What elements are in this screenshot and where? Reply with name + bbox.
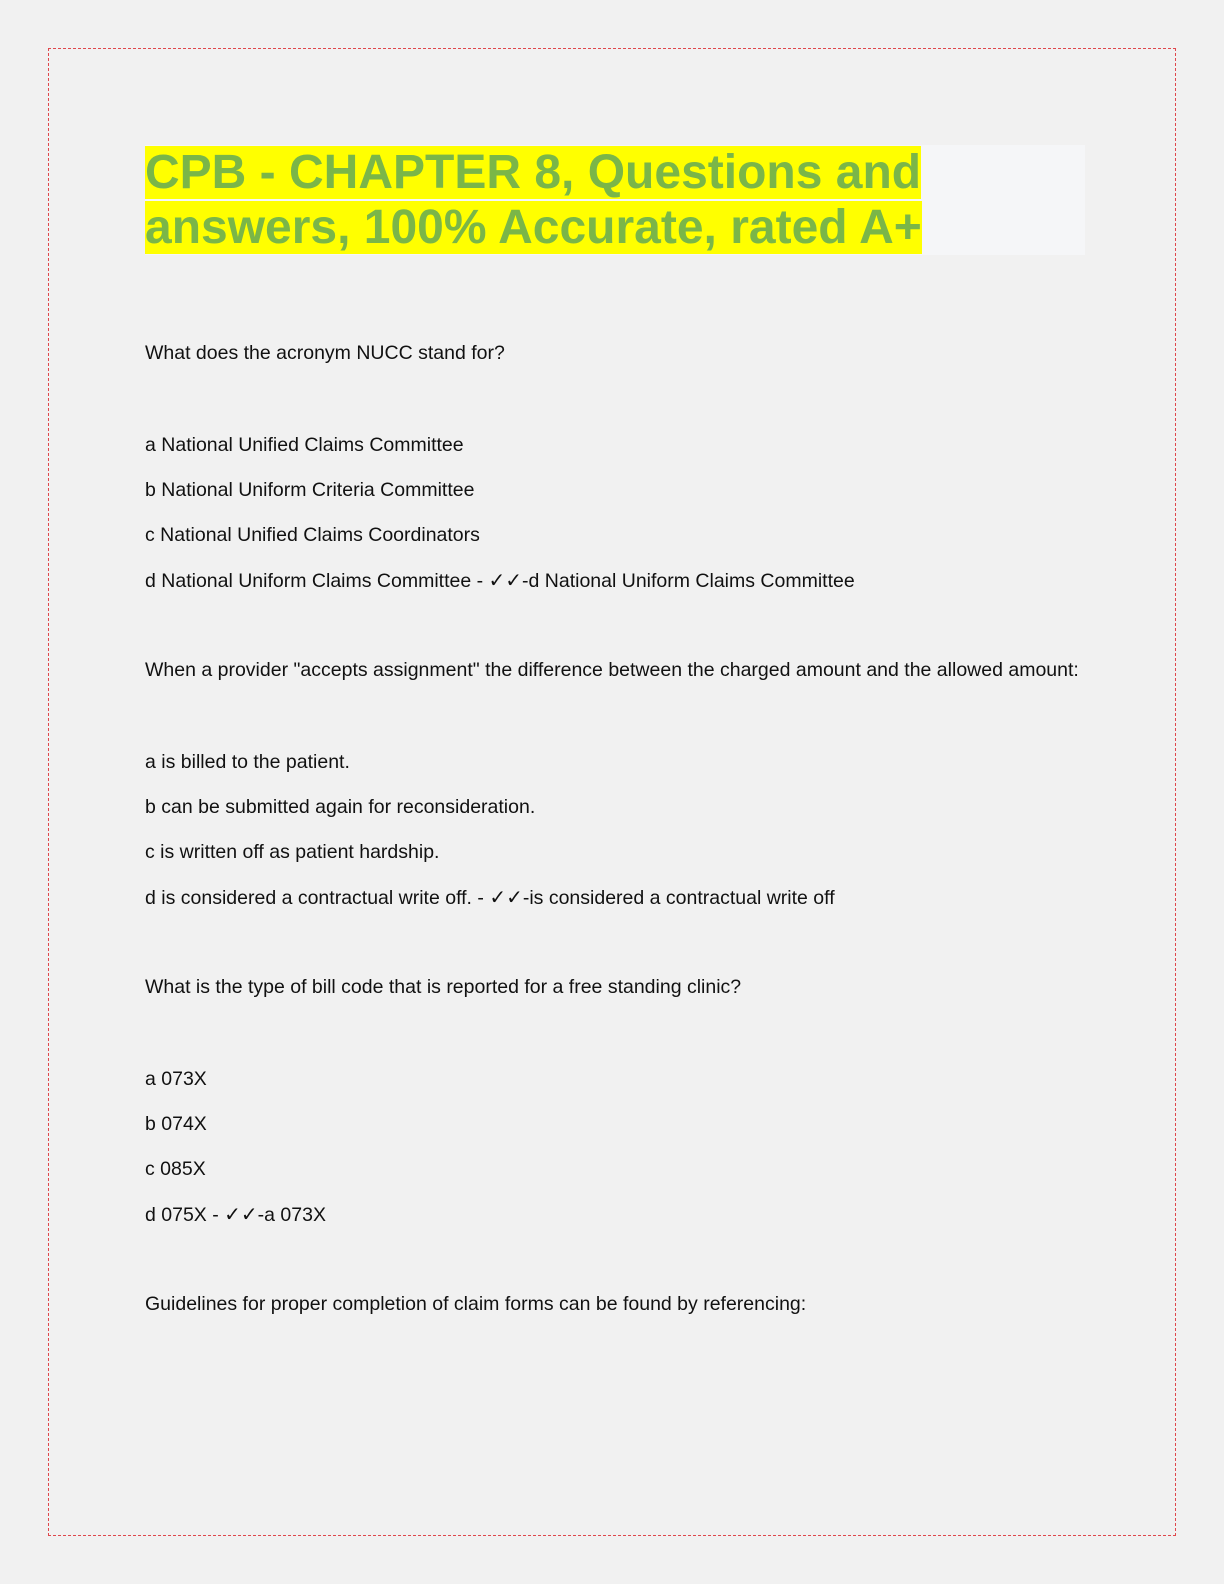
- answer-option: [145, 884, 1085, 932]
- question-block: [145, 973, 1085, 1249]
- options-list: [145, 432, 1085, 615]
- double-check-icon: ✓✓: [489, 885, 523, 909]
- correct-answer: -a 073X: [257, 1204, 326, 1226]
- option: c 085X: [145, 1158, 206, 1180]
- title-line-1: CPB - CHAPTER 8, Questions and: [145, 146, 922, 199]
- options-list: [145, 1066, 1085, 1249]
- document-title: [145, 145, 1085, 255]
- question-block: [145, 656, 1085, 932]
- option: a is billed to the patient.: [145, 751, 350, 773]
- answer-option: [145, 1201, 1085, 1249]
- option: b can be submitted again for reconsideration.: [145, 796, 536, 818]
- question-text: When a provider "accepts assignment" the difference between the charged amount and the allowed amount:: [145, 659, 1079, 681]
- question-text: What does the acronym NUCC stand for?: [145, 342, 505, 364]
- title-block: [145, 145, 1085, 255]
- double-check-icon: ✓✓: [224, 1202, 258, 1226]
- option: b 074X: [145, 1113, 207, 1135]
- correct-answer: -d National Uniform Claims Committee: [522, 570, 855, 592]
- option-text: d 075X -: [145, 1204, 225, 1226]
- option-text: d National Uniform Claims Committee -: [145, 570, 489, 592]
- question-text: Guidelines for proper completion of claim forms can be found by referencing:: [145, 1293, 807, 1315]
- option: c is written off as patient hardship.: [145, 841, 440, 863]
- question-text: What is the type of bill code that is reported for a free standing clinic?: [145, 976, 742, 998]
- option-text: d is considered a contractual write off. -: [145, 887, 490, 909]
- title-line-2: answers, 100% Accurate, rated A+: [145, 201, 922, 254]
- question-block: [145, 1290, 1085, 1319]
- answer-option: [145, 567, 1085, 615]
- option: a National Unified Claims Committee: [145, 434, 464, 456]
- correct-answer: -is considered a contractual write off: [522, 887, 835, 909]
- option: b National Uniform Criteria Committee: [145, 479, 475, 501]
- option: a 073X: [145, 1068, 207, 1090]
- option: c National Unified Claims Coordinators: [145, 524, 480, 546]
- double-check-icon: ✓✓: [488, 568, 523, 592]
- question-block: [145, 330, 1085, 615]
- document-body: [145, 330, 1085, 1360]
- options-list: [145, 749, 1085, 932]
